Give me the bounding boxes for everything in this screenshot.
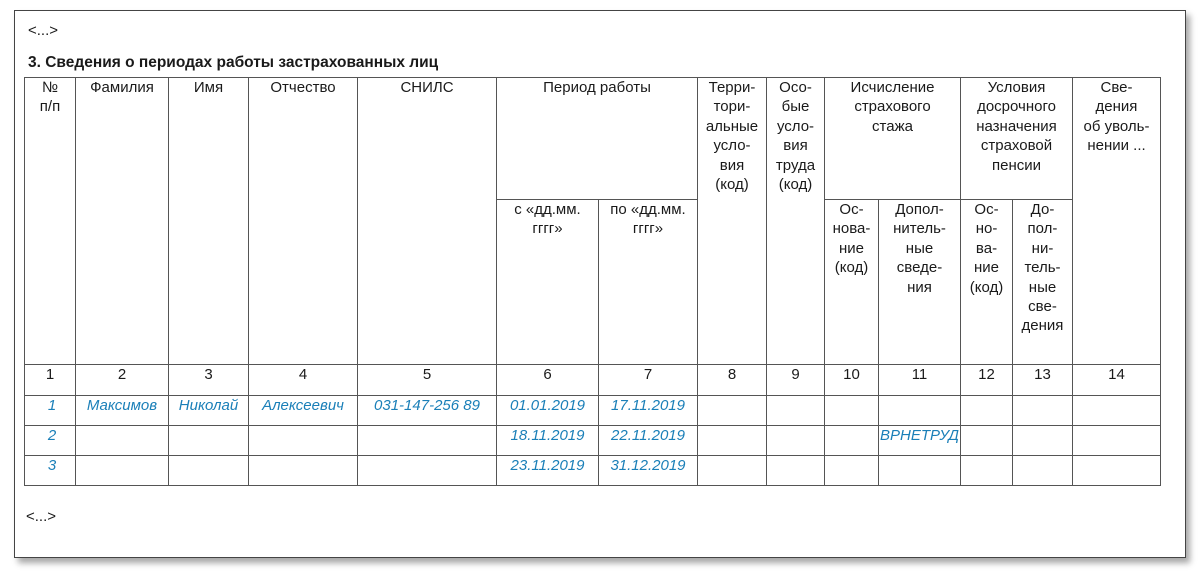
cell-patronymic: [249, 456, 358, 486]
column-number: 13: [1013, 365, 1073, 396]
cell-insurance-extra: [879, 456, 961, 486]
cell-early-basis: [961, 396, 1013, 426]
header-patronymic: Отчество: [249, 78, 358, 365]
header-row-number: № п/п: [25, 78, 76, 365]
cell-snils: [358, 456, 497, 486]
cell-dismissal: [1073, 396, 1161, 426]
header-work-period: Период работы: [497, 78, 698, 200]
header-period-to: по «дд.мм. гггг»: [599, 200, 698, 365]
cell-period-to: 22.11.2019: [599, 426, 698, 456]
header-special-conditions: Осо- бые усло- вия труда (код): [767, 78, 825, 365]
cell-name: [169, 426, 249, 456]
work-periods-table: [24, 77, 1161, 486]
header-early-basis: Ос- но- ва- ние (код): [961, 200, 1013, 365]
column-number: 6: [497, 365, 599, 396]
column-number: 8: [698, 365, 767, 396]
cell-early-extra: [1013, 396, 1073, 426]
column-number: 5: [358, 365, 497, 396]
cell-insurance-basis: [825, 456, 879, 486]
cell-special: [767, 396, 825, 426]
header-name: Имя: [169, 78, 249, 365]
cell-dismissal: [1073, 456, 1161, 486]
cell-row-number: 3: [25, 456, 76, 486]
ellipsis-bottom: <...>: [26, 508, 57, 525]
cell-surname: Максимов: [76, 396, 169, 426]
cell-row-number: 2: [25, 426, 76, 456]
column-number: 9: [767, 365, 825, 396]
cell-period-from: 18.11.2019: [497, 426, 599, 456]
cell-insurance-basis: [825, 396, 879, 426]
column-number: 12: [961, 365, 1013, 396]
header-insurance-calculation: Исчисление страхового стажа: [825, 78, 961, 200]
cell-snils: [358, 426, 497, 456]
cell-dismissal: [1073, 426, 1161, 456]
column-number: 10: [825, 365, 879, 396]
cell-insurance-extra: ВРНЕТРУД: [879, 426, 961, 456]
header-territorial-conditions: Терри- тори- альные усло- вия (код): [698, 78, 767, 365]
column-number: 1: [25, 365, 76, 396]
table-row: [25, 396, 1161, 426]
header-dismissal-info: Све- дения об уволь- нении ...: [1073, 78, 1161, 365]
cell-patronymic: [249, 426, 358, 456]
header-insurance-basis: Ос- нова- ние (код): [825, 200, 879, 365]
column-number: 7: [599, 365, 698, 396]
cell-special: [767, 456, 825, 486]
cell-early-basis: [961, 456, 1013, 486]
cell-early-basis: [961, 426, 1013, 456]
cell-surname: [76, 426, 169, 456]
cell-snils: 031-147-256 89: [358, 396, 497, 426]
column-numbers-row: [25, 365, 1161, 396]
cell-insurance-basis: [825, 426, 879, 456]
cell-period-to: 17.11.2019: [599, 396, 698, 426]
section-title: 3. Сведения о периодах работы застрахованных лиц: [28, 54, 439, 71]
column-number: 4: [249, 365, 358, 396]
ellipsis-top: <...>: [28, 22, 59, 39]
header-snils: СНИЛС: [358, 78, 497, 365]
table-row: [25, 456, 1161, 486]
column-number: 3: [169, 365, 249, 396]
cell-surname: [76, 456, 169, 486]
cell-patronymic: Алексеевич: [249, 396, 358, 426]
header-surname: Фамилия: [76, 78, 169, 365]
cell-territorial: [698, 426, 767, 456]
header-insurance-extra: Допол- нитель- ные сведе- ния: [879, 200, 961, 365]
cell-period-from: 23.11.2019: [497, 456, 599, 486]
table-row: [25, 426, 1161, 456]
cell-period-to: 31.12.2019: [599, 456, 698, 486]
header-early-pension: Условия досрочного назначения страховой пенсии: [961, 78, 1073, 200]
column-number: 11: [879, 365, 961, 396]
cell-early-extra: [1013, 426, 1073, 456]
cell-territorial: [698, 456, 767, 486]
cell-special: [767, 426, 825, 456]
header-early-extra: До- пол- ни- тель- ные све- дения: [1013, 200, 1073, 365]
cell-period-from: 01.01.2019: [497, 396, 599, 426]
cell-territorial: [698, 396, 767, 426]
cell-name: [169, 456, 249, 486]
column-number: 14: [1073, 365, 1161, 396]
cell-early-extra: [1013, 456, 1073, 486]
header-period-from: с «дд.мм. гггг»: [497, 200, 599, 365]
column-number: 2: [76, 365, 169, 396]
cell-name: Николай: [169, 396, 249, 426]
cell-insurance-extra: [879, 396, 961, 426]
cell-row-number: 1: [25, 396, 76, 426]
